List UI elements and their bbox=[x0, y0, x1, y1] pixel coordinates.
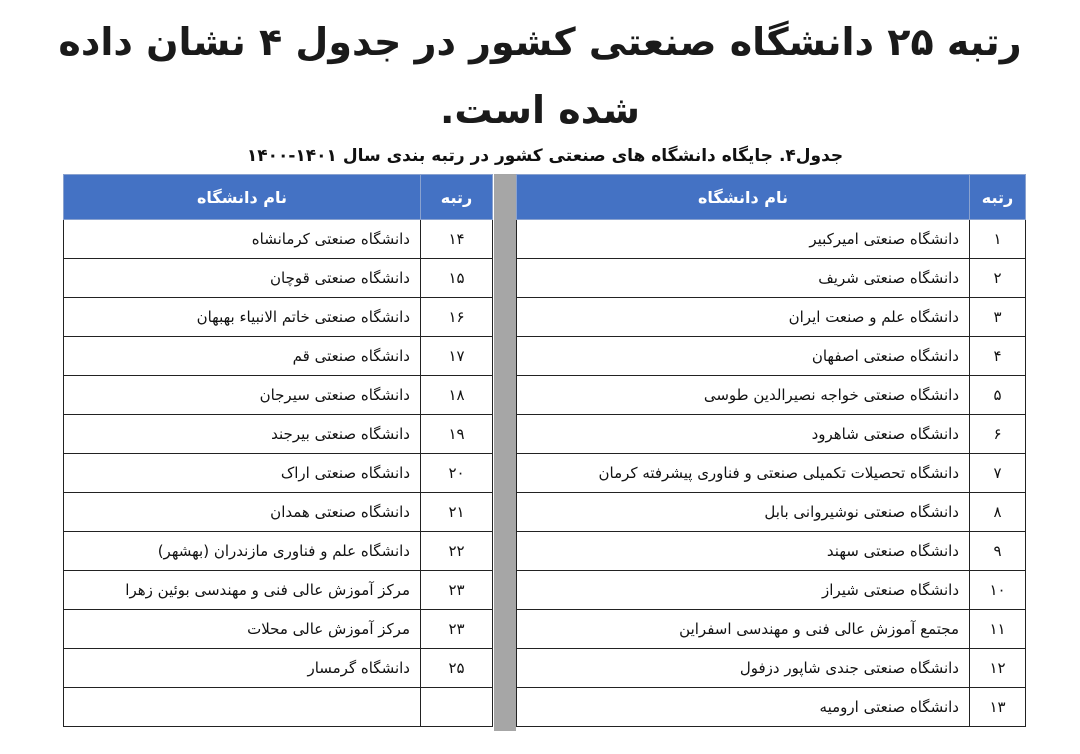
table-row bbox=[64, 376, 493, 415]
table-row bbox=[517, 649, 1026, 688]
university-name-cell bbox=[64, 688, 421, 727]
university-name-cell: دانشگاه صنعتی شیراز bbox=[517, 571, 970, 610]
university-name-cell: دانشگاه صنعتی شاهرود bbox=[517, 415, 970, 454]
rank-cell: ۶ bbox=[970, 415, 1026, 454]
name-column-header: نام دانشگاه bbox=[517, 175, 970, 220]
rank-cell: ۱۴ bbox=[421, 220, 493, 259]
rank-cell: ۵ bbox=[970, 376, 1026, 415]
table-row bbox=[517, 532, 1026, 571]
university-name-cell: دانشگاه صنعتی جندی شاپور دزفول bbox=[517, 649, 970, 688]
rank-cell: ۱۸ bbox=[421, 376, 493, 415]
rank-cell: ۱۲ bbox=[970, 649, 1026, 688]
table-row bbox=[64, 220, 493, 259]
table-row bbox=[64, 571, 493, 610]
university-name-cell: مرکز آموزش عالی محلات bbox=[64, 610, 421, 649]
rank-cell: ۲۳ bbox=[421, 610, 493, 649]
rank-column-header: رتبه bbox=[421, 175, 493, 220]
table-row bbox=[64, 649, 493, 688]
rank-cell: ۱۶ bbox=[421, 298, 493, 337]
table-row bbox=[64, 259, 493, 298]
university-name-cell: دانشگاه صنعتی اراک bbox=[64, 454, 421, 493]
table-row bbox=[517, 376, 1026, 415]
table-row bbox=[64, 298, 493, 337]
rank-cell bbox=[421, 688, 493, 727]
university-name-cell: دانشگاه صنعتی امیرکبیر bbox=[517, 220, 970, 259]
university-name-cell: دانشگاه صنعتی قوچان bbox=[64, 259, 421, 298]
university-name-cell: دانشگاه صنعتی ارومیه bbox=[517, 688, 970, 727]
rank-cell: ۲۱ bbox=[421, 493, 493, 532]
rank-cell: ۱۰ bbox=[970, 571, 1026, 610]
table-separator bbox=[494, 174, 516, 731]
university-name-cell: دانشگاه صنعتی خاتم الانبیاء بهبهان bbox=[64, 298, 421, 337]
university-name-cell: دانشگاه صنعتی اصفهان bbox=[517, 337, 970, 376]
university-name-cell: دانشگاه تحصیلات تکمیلی صنعتی و فناوری پیشرفته کرمان bbox=[517, 454, 970, 493]
rank-cell: ۴ bbox=[970, 337, 1026, 376]
university-name-cell: دانشگاه صنعتی سهند bbox=[517, 532, 970, 571]
table-row bbox=[517, 610, 1026, 649]
table-row bbox=[64, 337, 493, 376]
rank-cell: ۳ bbox=[970, 298, 1026, 337]
rank-cell: ۲۰ bbox=[421, 454, 493, 493]
rank-cell: ۱۹ bbox=[421, 415, 493, 454]
rank-cell: ۲ bbox=[970, 259, 1026, 298]
rank-cell: ۱۳ bbox=[970, 688, 1026, 727]
table-row bbox=[517, 220, 1026, 259]
university-name-cell: دانشگاه صنعتی شریف bbox=[517, 259, 970, 298]
ranking-table-left bbox=[63, 174, 493, 727]
university-name-cell: دانشگاه صنعتی همدان bbox=[64, 493, 421, 532]
university-name-cell: دانشگاه صنعتی کرمانشاه bbox=[64, 220, 421, 259]
rank-cell: ۲۵ bbox=[421, 649, 493, 688]
university-name-cell: دانشگاه صنعتی قم bbox=[64, 337, 421, 376]
table-row bbox=[64, 493, 493, 532]
table-row bbox=[517, 454, 1026, 493]
table-row bbox=[64, 688, 493, 727]
rank-column-header: رتبه bbox=[970, 175, 1026, 220]
university-name-cell: دانشگاه صنعتی خواجه نصیرالدین طوسی bbox=[517, 376, 970, 415]
rank-cell: ۲۲ bbox=[421, 532, 493, 571]
table-row bbox=[64, 415, 493, 454]
rank-cell: ۱۱ bbox=[970, 610, 1026, 649]
table-row bbox=[64, 532, 493, 571]
table-row bbox=[517, 415, 1026, 454]
table-row bbox=[517, 688, 1026, 727]
table-row bbox=[517, 259, 1026, 298]
table-header-row bbox=[64, 175, 493, 220]
table-row bbox=[517, 493, 1026, 532]
rank-cell: ۸ bbox=[970, 493, 1026, 532]
table-row bbox=[64, 610, 493, 649]
table-header-row bbox=[517, 175, 1026, 220]
rank-cell: ۱ bbox=[970, 220, 1026, 259]
rank-cell: ۹ bbox=[970, 532, 1026, 571]
university-name-cell: دانشگاه علم و فناوری مازندران (بهشهر) bbox=[64, 532, 421, 571]
rank-cell: ۲۳ bbox=[421, 571, 493, 610]
university-name-cell: مرکز آموزش عالی فنی و مهندسی بوئین زهرا bbox=[64, 571, 421, 610]
table-row bbox=[517, 571, 1026, 610]
rank-cell: ۷ bbox=[970, 454, 1026, 493]
university-name-cell: دانشگاه صنعتی نوشیروانی بابل bbox=[517, 493, 970, 532]
table-caption: جدول۴. جایگاه دانشگاه های صنعتی کشور در رتبه بندی سال ۱۴۰۱-۱۴۰۰ bbox=[246, 146, 844, 166]
university-name-cell: دانشگاه علم و صنعت ایران bbox=[517, 298, 970, 337]
university-name-cell: مجتمع آموزش عالی فنی و مهندسی اسفراین bbox=[517, 610, 970, 649]
rank-cell: ۱۵ bbox=[421, 259, 493, 298]
table-row bbox=[64, 454, 493, 493]
page-heading: رتبه ۲۵ دانشگاه صنعتی کشور در جدول ۴ نشان داده شده است. bbox=[58, 20, 1022, 132]
university-name-cell: دانشگاه گرمسار bbox=[64, 649, 421, 688]
ranking-table-right bbox=[516, 174, 1026, 727]
university-name-cell: دانشگاه صنعتی سیرجان bbox=[64, 376, 421, 415]
table-row bbox=[517, 298, 1026, 337]
university-name-cell: دانشگاه صنعتی بیرجند bbox=[64, 415, 421, 454]
name-column-header: نام دانشگاه bbox=[64, 175, 421, 220]
table-row bbox=[517, 337, 1026, 376]
rank-cell: ۱۷ bbox=[421, 337, 493, 376]
